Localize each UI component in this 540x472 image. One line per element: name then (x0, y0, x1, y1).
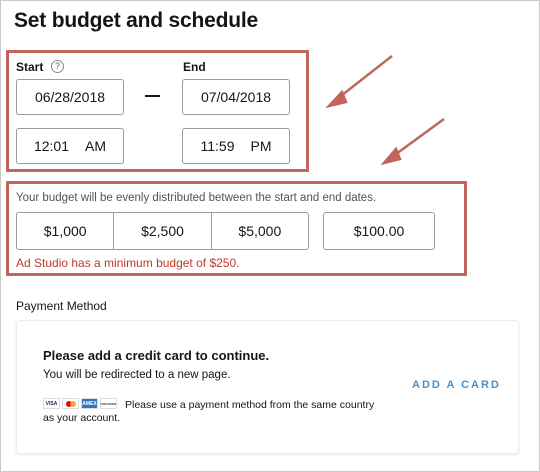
budget-option-1000[interactable]: $1,000 (17, 213, 114, 249)
page-title: Set budget and schedule (14, 9, 258, 32)
visa-icon: VISA (43, 398, 60, 409)
date-range-dash (145, 95, 160, 97)
start-date-value: 06/28/2018 (34, 89, 106, 105)
end-date-field[interactable] (182, 79, 290, 115)
start-time-ampm: AM (85, 138, 107, 154)
custom-budget-input[interactable] (323, 212, 435, 250)
end-label: End (183, 60, 206, 74)
discover-icon: DISCOVER (100, 398, 117, 409)
annotation-arrowhead-2 (384, 149, 400, 163)
end-time-field[interactable] (182, 128, 290, 164)
start-label: Start (16, 60, 44, 74)
annotation-arrow-2 (392, 119, 444, 157)
start-date-field[interactable] (16, 79, 124, 115)
mastercard-icon (62, 398, 79, 409)
payment-method-label: Payment Method (16, 299, 107, 313)
start-time-field[interactable] (16, 128, 124, 164)
start-time-value: 12:01 (33, 138, 70, 154)
end-time-value: 11:59 (200, 138, 235, 154)
amex-icon: AMEX (81, 398, 98, 409)
end-date-value: 07/04/2018 (200, 89, 272, 105)
card-brand-logos (43, 398, 117, 409)
card-panel-title: Please add a credit card to continue. (43, 348, 270, 363)
budget-option-2500[interactable]: $2,500 (114, 213, 211, 249)
card-note-line1: Please use a payment method from the same country (125, 399, 375, 411)
annotation-arrowhead-1 (329, 92, 346, 106)
end-time-ampm: PM (250, 138, 272, 154)
card-note-line2: as your account. (43, 412, 121, 424)
annotation-arrow-1 (337, 56, 392, 99)
budget-info-text: Your budget will be evenly distributed between the start and end dates. (16, 192, 377, 204)
budget-preset-group (16, 212, 309, 250)
budget-option-5000[interactable]: $5,000 (238, 223, 282, 239)
add-card-button[interactable]: ADD A CARD (412, 379, 501, 391)
card-panel-subtitle: You will be redirected to a new page. (43, 369, 231, 381)
custom-budget-value: $100.00 (353, 223, 405, 239)
minimum-budget-warning: Ad Studio has a minimum budget of $250. (16, 256, 240, 270)
help-icon[interactable]: ? (51, 60, 64, 73)
